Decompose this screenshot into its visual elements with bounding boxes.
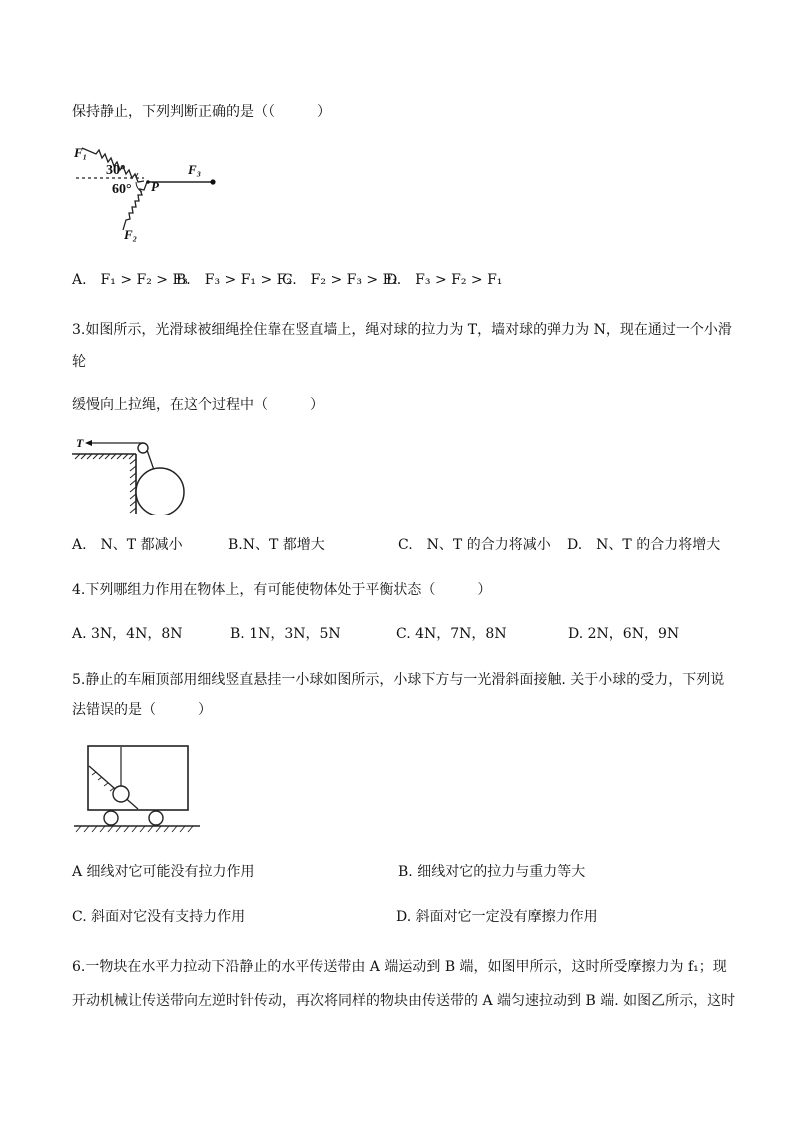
label-60: 60° (112, 182, 132, 197)
label-t: T (76, 436, 84, 450)
label-f1: F₁ (74, 145, 88, 160)
q5-option-c[interactable]: C. 斜面对它没有支持力作用 (72, 909, 246, 925)
q5-option-a[interactable]: A 细线对它可能没有拉力作用 (72, 864, 255, 880)
q2-option-d[interactable]: D. F₃ > F₂ > F₁ (386, 272, 503, 288)
q4-option-b[interactable]: B. 1N，3N，5N (230, 626, 341, 642)
q2-force-diagram (72, 140, 222, 242)
q5-stem-line1: 5.静止的车厢顶部用细线竖直悬挂一小球如图所示，小球下方与一光滑斜面接触. 关于小球的受力，下列说 (72, 672, 725, 688)
q2-option-c[interactable]: C. F₂ > F₃ > F₁ (282, 272, 398, 288)
label-30: 30° (106, 163, 126, 178)
q3-option-a[interactable]: A. N、T 都减小 (72, 537, 183, 553)
q5-stem-line2: 法错误的是（ ） (72, 702, 212, 718)
q5-option-d[interactable]: D. 斜面对它一定没有摩擦力作用 (396, 909, 598, 925)
q3-option-b[interactable]: B.N、T 都增大 (228, 537, 325, 553)
label-f3: F₃ (188, 162, 202, 177)
hanging-ball (113, 786, 129, 802)
q3-option-c[interactable]: C. N、T 的合力将减小 (398, 537, 551, 553)
q6-stem-line1: 6.一物块在水平力拉动下沿静止的水平传送带由 A 端运动到 B 端，如图甲所示，这时所受摩擦力为 f₁；现 (72, 959, 727, 975)
q3-stem-line3: 缓慢向上拉绳，在这个过程中（ ） (72, 397, 324, 413)
ball (136, 468, 184, 515)
q4-option-c[interactable]: C. 4N，7N，8N (396, 626, 507, 642)
q3-wall-ball-diagram (72, 430, 190, 515)
q3-stem-line2: 轮 (72, 354, 86, 370)
q3-option-d[interactable]: D. N、T 的合力将增大 (567, 537, 721, 553)
angle-arc-30 (136, 173, 138, 178)
wheel-right (149, 811, 163, 825)
q2-stem: 保持静止，下列判断正确的是（（ ） (72, 104, 331, 120)
q6-stem-line2: 开动机械让传送带向左逆时针传动，再次将同样的物块由传送带的 A 端匀速拉动到 B 端. 如图乙所示，这时 (72, 993, 736, 1009)
q2-option-a[interactable]: A. F₁ > F₂ > F₃ (72, 272, 188, 288)
q5-cart-diagram (72, 742, 202, 834)
label-p: P (151, 179, 159, 194)
wall-hatching (130, 459, 136, 513)
point-p (146, 180, 150, 184)
label-f2: F₂ (124, 227, 138, 242)
q4-option-a[interactable]: A. 3N，4N，8N (72, 626, 183, 642)
ground-hatching (76, 826, 193, 832)
f3-end-dot (210, 179, 215, 184)
q3-stem-line1: 3.如图所示，光滑球被细绳拴住靠在竖直墙上，绳对球的拉力为 T，墙对球的弹力为 N，现在通过一个小滑 (72, 322, 732, 338)
pulley (138, 443, 148, 453)
q5-option-b[interactable]: B. 细线对它的拉力与重力等大 (398, 864, 586, 880)
rope-arrow (85, 440, 92, 446)
wheel-left (104, 811, 118, 825)
q4-option-d[interactable]: D. 2N，6N，9N (568, 626, 680, 642)
q2-option-b[interactable]: B. F₃ > F₁ > F₂ (176, 272, 292, 288)
q4-stem: 4.下列哪组力作用在物体上，有可能使物体处于平衡状态（ ） (72, 582, 492, 598)
rope-to-ball (147, 450, 154, 470)
